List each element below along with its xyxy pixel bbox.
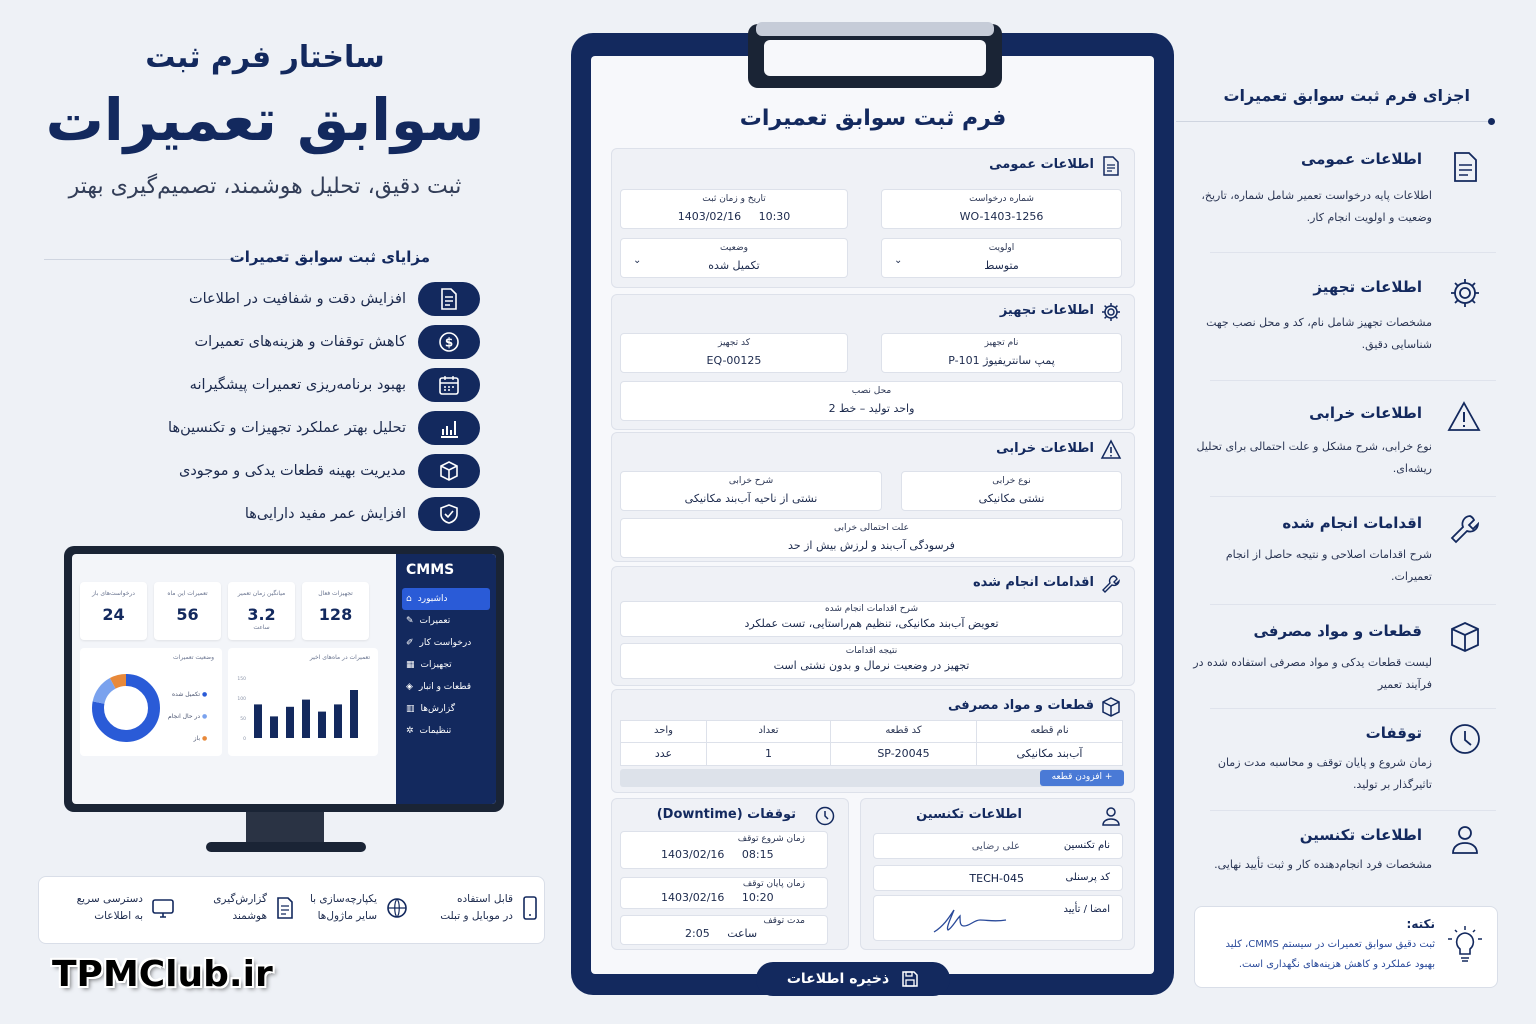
features-box bbox=[38, 876, 545, 944]
floppy-icon bbox=[901, 970, 919, 988]
bar bbox=[334, 704, 342, 738]
sidebar-item-repairs[interactable] bbox=[402, 610, 490, 632]
field-value: واحد تولید – خط 2 bbox=[828, 402, 915, 415]
field-label: مدت توقف bbox=[763, 916, 805, 926]
sidebar-item-settings[interactable] bbox=[402, 720, 490, 742]
user-icon bbox=[1100, 805, 1122, 827]
chevron-down-icon: ⌄ bbox=[894, 255, 903, 266]
actions-desc-field[interactable] bbox=[620, 601, 1123, 637]
donut-title: وضعیت تعمیرات bbox=[173, 654, 214, 661]
actions-result-field[interactable] bbox=[620, 643, 1123, 679]
equipment-name-field[interactable] bbox=[881, 333, 1122, 373]
field-label: شماره درخواست bbox=[969, 194, 1034, 204]
sidebar-label: تعمیرات bbox=[419, 616, 451, 626]
kpi-card bbox=[302, 582, 369, 640]
feature-line: هوشمند bbox=[232, 910, 267, 922]
field-value: تکمیل شده bbox=[708, 259, 760, 272]
field-value: 1403/02/16 10:30 bbox=[677, 210, 791, 223]
home-icon: ⌂ bbox=[406, 594, 412, 604]
field-label: نتیجه اقدامات bbox=[845, 646, 898, 656]
box-icon bbox=[1448, 620, 1482, 654]
warning-icon bbox=[1100, 439, 1122, 461]
kpi-value: 128 bbox=[318, 605, 353, 624]
divider bbox=[1210, 252, 1496, 253]
form-title: فرم ثبت سوابق تعمیرات bbox=[739, 106, 1007, 131]
section-title: قطعات و مواد مصرفی bbox=[947, 698, 1094, 713]
right-title-rule bbox=[1176, 121, 1492, 122]
tick-label: 50 bbox=[240, 717, 246, 722]
sidebar-item-work-request[interactable] bbox=[402, 632, 490, 654]
component-title: اطلاعات تجهیز bbox=[1313, 278, 1422, 296]
cmms-brand: CMMS bbox=[406, 562, 455, 578]
heading-small: ساختار فرم ثبت bbox=[145, 40, 385, 75]
field-label: کد تجهیز bbox=[717, 338, 750, 348]
divider bbox=[1210, 380, 1496, 381]
mobile-icon bbox=[521, 895, 539, 921]
component-desc: مشخصات تجهیز شامل نام، کد و محل نصب جهت شناسایی دقیق. bbox=[1206, 316, 1432, 351]
table-cell: آب‌بند مکانیکی bbox=[976, 743, 1122, 765]
note-box bbox=[1194, 906, 1498, 988]
note-title: نکته: bbox=[1406, 917, 1435, 931]
component-equipment bbox=[1196, 268, 1496, 378]
add-part-button[interactable]: + افزودن قطعه bbox=[1040, 770, 1124, 786]
field-label: وضعیت bbox=[720, 243, 748, 253]
section-title: توقفات (Downtime) bbox=[656, 807, 796, 822]
field-label: نوع خرابی bbox=[992, 476, 1031, 486]
globe-icon bbox=[385, 896, 409, 920]
personnel-id-field[interactable] bbox=[873, 865, 1123, 891]
bar bbox=[286, 707, 294, 738]
section-parts bbox=[611, 689, 1135, 793]
field-value: علی رضایی bbox=[971, 841, 1020, 852]
component-actions bbox=[1196, 504, 1496, 604]
svg-text:$: $ bbox=[444, 335, 454, 350]
edit-icon: ✐ bbox=[406, 638, 414, 648]
downtime-start-field[interactable] bbox=[620, 831, 828, 869]
field-value: TECH-045 bbox=[969, 872, 1024, 885]
document-icon bbox=[1448, 150, 1482, 184]
column-header: تعداد bbox=[706, 721, 830, 742]
field-value: 1403/02/16 10:20 bbox=[661, 891, 774, 904]
component-title: اطلاعات عمومی bbox=[1300, 150, 1422, 168]
table-cell: عدد bbox=[654, 747, 673, 760]
section-title: اطلاعات تجهیز bbox=[999, 303, 1094, 318]
benefit-item bbox=[20, 410, 480, 446]
legend-label: در حال انجام bbox=[168, 713, 201, 720]
cmms-monitor bbox=[64, 546, 504, 812]
field-label: اولویت bbox=[988, 243, 1015, 253]
sidebar-label: درخواست کار bbox=[419, 638, 472, 648]
column-header: نام قطعه bbox=[976, 721, 1122, 742]
save-button[interactable] bbox=[756, 962, 950, 996]
clock-icon bbox=[814, 805, 836, 827]
field-value: WO-1403-1256 bbox=[959, 210, 1044, 223]
field-value: پمپ سانتریفیوژ P-101 bbox=[948, 354, 1055, 367]
table-cell: SP-20045 bbox=[830, 743, 976, 765]
cmms-screen bbox=[72, 554, 496, 804]
bar-card bbox=[228, 648, 378, 756]
field-value: تعویض آب‌بند مکانیکی، تنظیم هم‌راستایی، تست عملکرد bbox=[744, 617, 999, 630]
bar bbox=[318, 712, 326, 738]
sidebar-label: داشبورد bbox=[417, 594, 448, 604]
kpi-title: تعمیرات این ماه bbox=[167, 590, 208, 597]
sidebar-item-parts[interactable] bbox=[402, 676, 490, 698]
monitor-icon bbox=[151, 896, 175, 920]
sidebar-item-equipment[interactable] bbox=[402, 654, 490, 676]
legend-label: باز bbox=[193, 735, 201, 742]
clock-icon bbox=[1448, 722, 1482, 756]
field-label: نام تجهیز bbox=[984, 338, 1019, 348]
kpi-value: 24 bbox=[102, 605, 125, 624]
bar-chart-icon bbox=[418, 411, 480, 445]
chart-icon: ▥ bbox=[406, 704, 415, 714]
report-icon bbox=[275, 896, 295, 920]
benefit-item bbox=[20, 324, 480, 360]
field-label: شرح خرابی bbox=[728, 476, 774, 486]
status-select[interactable] bbox=[620, 238, 848, 278]
field-value: تجهیز در وضعیت نرمال و بدون نشتی است bbox=[773, 659, 970, 672]
monitor-base bbox=[206, 842, 366, 852]
kpi-title: تجهیزات فعال bbox=[318, 590, 353, 597]
component-desc: شرح اقدامات اصلاحی و نتیجه حاصل از انجام تعمیرات. bbox=[1225, 548, 1432, 583]
tick-label: 0 bbox=[243, 737, 246, 742]
signature-image bbox=[930, 904, 1010, 938]
feature-item bbox=[175, 891, 295, 925]
downtime-end-field[interactable] bbox=[620, 877, 828, 909]
tick-label: 100 bbox=[237, 697, 246, 702]
donut-legend bbox=[168, 684, 207, 750]
cmms-sidebar bbox=[396, 554, 496, 804]
legend-item: ● در حال انجام bbox=[168, 713, 208, 720]
tick-label: 150 bbox=[237, 677, 246, 682]
field-label: علت احتمالی خرابی bbox=[834, 523, 909, 533]
table-header bbox=[621, 721, 1122, 743]
equipment-code-field[interactable] bbox=[620, 333, 848, 373]
component-general bbox=[1196, 140, 1496, 250]
request-number-field[interactable] bbox=[881, 189, 1122, 229]
feature-line: دسترسی سریع bbox=[76, 893, 143, 905]
failure-desc-field[interactable] bbox=[620, 471, 882, 511]
component-parts bbox=[1193, 612, 1496, 708]
field-label: زمان شروع توقف bbox=[737, 834, 805, 844]
benefit-text: مدیریت بهینه قطعات یدکی و موجودی bbox=[178, 463, 406, 479]
benefit-text: تحلیل بهتر عملکرد تجهیزات و تکنسین‌ها bbox=[168, 420, 406, 436]
document-icon bbox=[418, 282, 480, 316]
table-cell: 1 bbox=[706, 743, 830, 765]
legend-item: ● باز bbox=[193, 735, 208, 742]
wrench-icon bbox=[1100, 573, 1122, 595]
box-icon bbox=[1100, 696, 1122, 718]
component-title: توقفات bbox=[1365, 724, 1422, 742]
benefit-text: کاهش توقفات و هزینه‌های تعمیرات bbox=[194, 334, 406, 350]
chevron-down-icon: ⌄ bbox=[633, 255, 642, 266]
bar bbox=[270, 716, 278, 738]
datetime-field[interactable] bbox=[620, 189, 848, 229]
feature-line: قابل استفاده bbox=[456, 893, 513, 905]
legend-label: تکمیل شده bbox=[172, 691, 201, 698]
column-header: کد قطعه bbox=[830, 721, 976, 742]
sidebar-label: تنظیمات bbox=[419, 726, 452, 736]
section-general bbox=[611, 148, 1135, 288]
priority-select[interactable] bbox=[881, 238, 1122, 278]
kpi-card bbox=[228, 582, 295, 640]
divider bbox=[1210, 810, 1496, 811]
section-technician bbox=[860, 798, 1135, 950]
legend-item: ● تکمیل شده bbox=[172, 691, 208, 698]
note-text: ثبت دقیق سوابق تعمیرات در سیستم CMMS، کلید بهبود عملکرد و کاهش هزینه‌های نگهداری است. bbox=[1225, 939, 1435, 970]
donut-card bbox=[80, 648, 222, 756]
lightbulb-icon bbox=[1447, 925, 1483, 965]
failure-type-field[interactable] bbox=[901, 471, 1122, 511]
field-label: تاریخ و زمان ثبت bbox=[702, 194, 766, 204]
cmms-main bbox=[72, 554, 396, 804]
component-title: اطلاعات تکنسین bbox=[1299, 826, 1422, 844]
box-icon: ◈ bbox=[406, 682, 413, 692]
downtime-duration-field[interactable] bbox=[620, 915, 828, 945]
feature-line: به اطلاعات bbox=[94, 910, 143, 922]
parts-table bbox=[620, 720, 1123, 766]
box-icon bbox=[418, 454, 480, 488]
document-icon bbox=[1100, 155, 1122, 177]
benefit-item bbox=[20, 367, 480, 403]
divider bbox=[1210, 708, 1496, 709]
field-value: متوسط bbox=[984, 259, 1019, 272]
bar bbox=[254, 704, 262, 738]
field-value: 2:05 ساعت bbox=[685, 927, 758, 940]
field-value: EQ-00125 bbox=[706, 354, 762, 367]
gear-icon bbox=[1448, 276, 1482, 310]
divider bbox=[1210, 496, 1496, 497]
gear-icon: ✲ bbox=[406, 726, 414, 736]
sidebar-item-dashboard[interactable] bbox=[402, 588, 490, 610]
component-desc: اطلاعات پایه درخواست تعمیر شامل شماره، تاریخ، وضعیت و اولویت انجام کار. bbox=[1201, 189, 1432, 224]
calendar-icon bbox=[418, 368, 480, 402]
warning-icon bbox=[1446, 400, 1482, 434]
section-equipment bbox=[611, 294, 1135, 430]
component-title: قطعات و مواد مصرفی bbox=[1253, 622, 1422, 640]
donut-chart bbox=[86, 668, 166, 748]
sidebar-label: تجهیزات bbox=[420, 660, 452, 670]
feature-line: یکپارچه‌سازی با bbox=[309, 893, 377, 905]
kpi-value: 3.2 bbox=[247, 605, 276, 624]
left-panel bbox=[0, 0, 540, 1024]
field-value: 1403/02/16 08:15 bbox=[661, 848, 774, 861]
section-actions bbox=[611, 566, 1135, 686]
field-label: شرح اقدامات انجام شده bbox=[824, 604, 919, 614]
component-failure bbox=[1196, 394, 1496, 494]
monitor-stand bbox=[246, 812, 324, 846]
component-desc: لیست قطعات یدکی و مواد مصرفی استفاده شده در فرآیند تعمیر bbox=[1193, 656, 1432, 691]
kpi-card bbox=[154, 582, 221, 640]
bar bbox=[302, 700, 310, 738]
section-title: اطلاعات خرابی bbox=[996, 441, 1094, 456]
field-label: نام تکنسین bbox=[1063, 840, 1110, 851]
section-title: اقدامات انجام شده bbox=[972, 575, 1094, 590]
kpi-card bbox=[80, 582, 147, 640]
feature-line: در موبایل و تبلت bbox=[440, 910, 513, 922]
field-value: فرسودگی آب‌بند و لرزش بیش از حد bbox=[788, 539, 955, 552]
feature-line: سایر ماژول‌ها bbox=[317, 910, 377, 922]
field-label: زمان پایان توقف bbox=[742, 879, 805, 889]
feature-item bbox=[419, 891, 539, 925]
clip-holder-inner bbox=[764, 40, 986, 76]
kpi-title: میانگین زمان تعمیر bbox=[237, 590, 286, 597]
component-title: اقدامات انجام شده bbox=[1282, 514, 1422, 532]
benefits-title: مزایای ثبت سوابق تعمیرات bbox=[229, 248, 430, 266]
kpi-value: 56 bbox=[176, 605, 199, 624]
component-desc: نوع خرابی، شرح مشکل و علت احتمالی برای تحلیل ریشه‌ای. bbox=[1196, 440, 1432, 475]
component-desc: مشخصات فرد انجام‌دهنده کار و ثبت تأیید نهایی. bbox=[1214, 858, 1432, 871]
gear-icon bbox=[1100, 301, 1122, 323]
feature-item bbox=[55, 891, 175, 925]
heading-big: سوابق تعمیرات bbox=[45, 86, 485, 154]
wrench-icon bbox=[1448, 512, 1482, 546]
failure-cause-field[interactable] bbox=[620, 518, 1123, 558]
sidebar-label: گزارش‌ها bbox=[420, 704, 456, 714]
signature-field[interactable] bbox=[873, 895, 1123, 941]
wrench-icon: ✎ bbox=[406, 616, 414, 626]
section-title: اطلاعات تکنسین bbox=[916, 807, 1022, 822]
field-value: نشتی مکانیکی bbox=[978, 492, 1045, 505]
field-value: نشتی از ناحیه آب‌بند مکانیکی bbox=[684, 492, 818, 505]
bar-title: تعمیرات در ماه‌های اخیر bbox=[309, 654, 370, 661]
column-header: واحد bbox=[653, 725, 674, 736]
section-downtime bbox=[611, 798, 849, 950]
clip-top bbox=[756, 22, 994, 36]
section-failure bbox=[611, 432, 1135, 562]
location-field[interactable] bbox=[620, 381, 1123, 421]
shield-check-icon bbox=[418, 497, 480, 531]
sidebar-item-reports[interactable] bbox=[402, 698, 490, 720]
field-label: محل نصب bbox=[851, 386, 892, 396]
sidebar-label: قطعات و انبار bbox=[418, 682, 472, 692]
save-label: ذخیره اطلاعات bbox=[786, 971, 890, 987]
feature-item bbox=[289, 891, 409, 925]
site-brand[interactable]: TPMClub.ir bbox=[52, 954, 273, 995]
bar bbox=[350, 690, 358, 738]
table-row[interactable] bbox=[621, 743, 1122, 765]
benefit-item bbox=[20, 281, 480, 317]
calendar-icon: ▦ bbox=[406, 660, 415, 670]
component-title: اطلاعات خرابی bbox=[1309, 404, 1422, 422]
component-downtime bbox=[1196, 716, 1496, 808]
benefit-text: بهبود برنامه‌ریزی تعمیرات پیشگیرانه bbox=[189, 377, 406, 393]
benefit-item bbox=[20, 496, 480, 532]
technician-name-field[interactable] bbox=[873, 833, 1123, 859]
tagline: ثبت دقیق، تحلیل هوشمند، تصمیم‌گیری بهتر bbox=[68, 174, 462, 199]
component-technician bbox=[1196, 816, 1496, 892]
benefits-divider bbox=[44, 259, 244, 260]
kpi-title: درخواست‌های باز bbox=[92, 590, 135, 597]
field-label: کد پرسنلی bbox=[1065, 872, 1110, 883]
right-title-dot bbox=[1488, 118, 1495, 125]
benefit-text: افزایش دقت و شفافیت در اطلاعات bbox=[188, 291, 406, 307]
bar-chart bbox=[228, 666, 378, 754]
dollar-icon bbox=[418, 325, 480, 359]
kpi-unit: ساعت bbox=[253, 624, 270, 631]
benefit-item bbox=[20, 453, 480, 489]
section-title: اطلاعات عمومی bbox=[989, 157, 1094, 172]
divider bbox=[1210, 604, 1496, 605]
user-icon bbox=[1448, 822, 1482, 856]
feature-line: گزارش‌گیری bbox=[213, 893, 267, 905]
component-desc: زمان شروع و پایان توقف و محاسبه مدت زمان تاثیرگذار بر تولید. bbox=[1217, 756, 1432, 791]
benefit-text: افزایش عمر مفید دارایی‌ها bbox=[244, 506, 406, 522]
right-title: اجزای فرم ثبت سوابق تعمیرات bbox=[1223, 86, 1470, 105]
field-label: امضا / تأیید bbox=[1063, 904, 1110, 915]
